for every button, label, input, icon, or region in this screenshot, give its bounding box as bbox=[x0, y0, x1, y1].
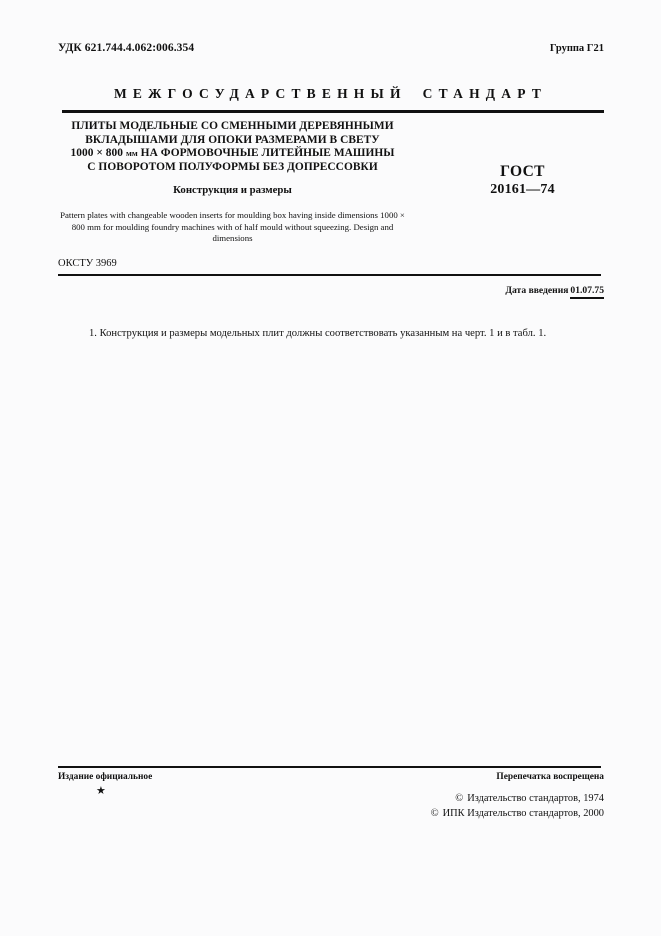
title-en-line-3: of half mould without squeezing. Design and dimensions bbox=[212, 221, 394, 244]
title-line-4: С ПОВОРОТОМ ПОЛУФОРМЫ БЕЗ ДОПРЕССОВКИ bbox=[87, 160, 378, 173]
official-edition-note: Издание официальное bbox=[58, 772, 153, 782]
header-row bbox=[58, 42, 604, 54]
copyright-text-2: ИПК Издательство стандартов, 2000 bbox=[442, 808, 604, 819]
copyright-block bbox=[431, 791, 604, 821]
title-line-3-dimensions: 1000 × 800 bbox=[70, 147, 124, 160]
date-of-introduction bbox=[505, 285, 604, 299]
udk-code: УДК 621.744.4.062:006.354 bbox=[58, 42, 195, 54]
gost-number-block bbox=[430, 163, 615, 198]
title-block bbox=[45, 120, 420, 245]
copyright-text-1: Издательство стандартов, 1974 bbox=[467, 793, 604, 804]
title-en-line-2: inside dimensions 1000 × 800 mm for moulding foundry machines with bbox=[71, 210, 405, 232]
standard-banner-word-1: МЕЖГОСУДАРСТВЕННЫЙ bbox=[113, 86, 407, 101]
body-paragraph-1: 1. Конструкция и размеры модельных плит должны соответствовать указанным на черт. 1 и в табл. 1. bbox=[89, 328, 547, 339]
gost-number: 20161—74 bbox=[490, 182, 555, 197]
star-icon: ★ bbox=[96, 785, 106, 797]
title-line-1: ПЛИТЫ МОДЕЛЬНЫЕ СО СМЕННЫМИ ДЕРЕВЯННЫМИ bbox=[71, 120, 394, 132]
gost-label: ГОСТ bbox=[500, 163, 545, 180]
footer-divider-rule bbox=[58, 766, 601, 768]
copyright-icon-2: © bbox=[430, 808, 439, 819]
header-divider-rule bbox=[62, 110, 604, 113]
okstu-divider-rule bbox=[58, 274, 601, 276]
copyright-line-1 bbox=[431, 791, 604, 806]
document-title-english bbox=[45, 210, 420, 244]
reprint-forbidden-note: Перепечатка воспрещена bbox=[496, 772, 604, 782]
title-line-3-unit: мм bbox=[125, 148, 138, 159]
document-subtitle: Конструкция и размеры bbox=[173, 184, 292, 197]
title-line-2: ВКЛАДЫШАМИ ДЛЯ ОПОКИ РАЗМЕРАМИ В СВЕТУ bbox=[85, 133, 380, 146]
group-code: Группа Г21 bbox=[549, 43, 604, 54]
copyright-icon-1: © bbox=[455, 793, 464, 804]
date-of-introduction-value: 01.07.75 bbox=[570, 285, 604, 299]
document-title bbox=[45, 120, 420, 174]
standard-banner bbox=[0, 86, 661, 102]
date-of-introduction-label: Дата введения bbox=[505, 285, 569, 296]
title-line-3-rest: НА ФОРМОВОЧНЫЕ ЛИТЕЙНЫЕ МАШИНЫ bbox=[140, 147, 395, 160]
title-en-line-1: Pattern plates with changeable wooden inserts for moulding box having bbox=[60, 210, 313, 221]
okstu-code: ОКСТУ 3969 bbox=[58, 258, 117, 269]
title-line-3 bbox=[45, 147, 420, 161]
standard-banner-word-2: СТАНДАРТ bbox=[422, 86, 548, 101]
copyright-line-2 bbox=[431, 806, 604, 821]
